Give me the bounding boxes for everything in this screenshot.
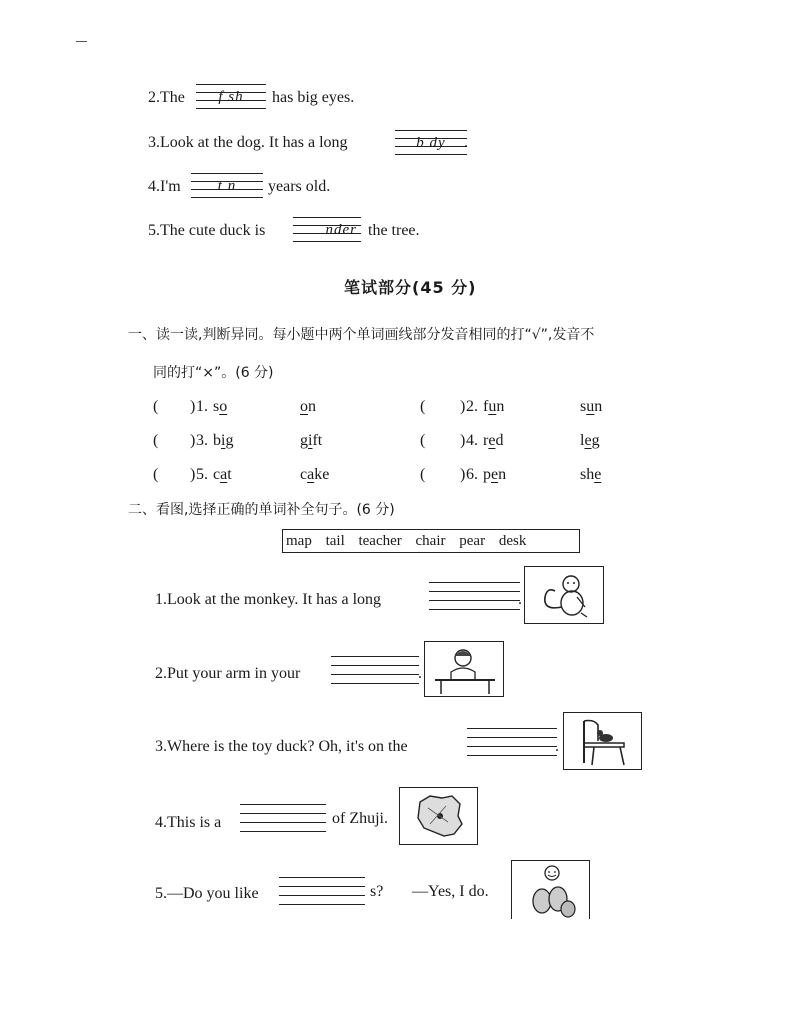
item-number: 1. <box>155 591 167 608</box>
section-1-instruction: 一、读一读,判断异同。每小题中两个单词画线部分发音相同的打“√”,发音不 <box>128 327 595 343</box>
question-number: 3. <box>196 432 208 449</box>
underlined-letters: u <box>488 398 497 415</box>
second-word <box>300 432 322 450</box>
answer-paren-open[interactable]: ( <box>420 398 426 415</box>
underlined-letters: e <box>491 466 499 483</box>
underlined-letters: e <box>594 466 602 483</box>
item-number: 3. <box>155 738 167 755</box>
item-number: 4. <box>155 814 167 831</box>
sentence-start: Look at the dog. It has a long <box>160 134 348 151</box>
word-bank: map tail teacher chair pear desk <box>282 529 580 553</box>
sentence-end: the tree. <box>368 222 420 239</box>
word-part: s <box>580 398 587 415</box>
writing-slot[interactable] <box>395 130 467 154</box>
underlined-letters: a <box>220 466 228 483</box>
second-word <box>580 432 600 450</box>
writing-slot[interactable] <box>279 877 365 904</box>
word-part: n <box>308 398 316 415</box>
student-at-desk-icon <box>424 641 504 697</box>
sentence-end: years old. <box>268 178 331 195</box>
word-part: n <box>496 398 505 415</box>
word-part: ft <box>312 432 323 449</box>
slot-letters: nder <box>325 222 357 239</box>
second-word <box>300 466 329 484</box>
monkey-icon <box>524 566 604 624</box>
question-number: 5. <box>196 466 208 483</box>
second-word <box>300 398 316 416</box>
item-number: 2. <box>155 665 167 682</box>
word-part: r <box>483 432 489 449</box>
underlined-letters: a <box>307 466 315 483</box>
sentence-end: s? <box>370 883 384 900</box>
writing-slot[interactable] <box>196 84 266 108</box>
slot-letters: f sh <box>218 89 244 106</box>
first-word <box>213 432 233 450</box>
word-part: s <box>213 398 220 415</box>
answer-paren-close[interactable]: ) <box>190 432 196 449</box>
sentence-end: . <box>464 134 468 151</box>
writing-slot[interactable] <box>293 217 361 241</box>
answer-paren-close[interactable]: ) <box>460 398 466 415</box>
chair-with-duck-icon <box>563 712 642 770</box>
section-2-instruction: 二、看图,选择正确的单词补全句子。(6 分) <box>128 502 395 518</box>
word-part: n <box>498 466 507 483</box>
question-number: 4. <box>466 432 478 449</box>
answer-reply: —Yes, I do. <box>412 883 489 900</box>
smiling-pears-icon <box>511 860 590 919</box>
first-word <box>213 466 232 484</box>
sentence-start: I'm <box>160 178 181 195</box>
sentence-end: of Zhuji. <box>332 810 388 827</box>
item-number: 3. <box>148 134 160 151</box>
item-number: 5. <box>155 885 167 902</box>
first-word <box>213 398 227 416</box>
answer-paren-open[interactable]: ( <box>420 432 426 449</box>
page-top-mark <box>76 41 87 42</box>
underlined-letters: e <box>584 432 592 449</box>
word-part: d <box>495 432 504 449</box>
question-number: 1. <box>196 398 208 415</box>
word-part: ke <box>314 466 330 483</box>
sentence-end: . <box>555 738 559 755</box>
word-part: g <box>225 432 234 449</box>
underlined-letters: i <box>221 432 226 449</box>
section-heading: 笔试部分(45 分) <box>344 278 477 297</box>
sentence-start: The cute duck is <box>160 222 266 239</box>
map-icon <box>399 787 478 845</box>
word-part: t <box>227 466 232 483</box>
item-number: 4. <box>148 178 160 195</box>
question-number: 6. <box>466 466 478 483</box>
answer-paren-open[interactable]: ( <box>153 398 159 415</box>
first-word <box>483 466 506 484</box>
sentence-end: has big eyes. <box>272 89 355 106</box>
first-word <box>483 398 504 416</box>
second-word <box>580 398 602 416</box>
sentence-start: Look at the monkey. It has a long <box>167 591 382 608</box>
word-part: g <box>591 432 600 449</box>
word-part: b <box>213 432 221 449</box>
word-part: n <box>594 398 603 415</box>
writing-slot[interactable] <box>191 173 263 197</box>
writing-slot[interactable] <box>240 804 326 831</box>
sentence-start: This is a <box>167 814 222 831</box>
underlined-letters: o <box>300 398 308 415</box>
sentence-start: Where is the toy duck? Oh, it's on the <box>167 738 408 755</box>
answer-paren-close[interactable]: ) <box>190 398 196 415</box>
writing-slot[interactable] <box>467 728 557 755</box>
underlined-letters: u <box>586 398 595 415</box>
sentence-end: . <box>418 665 422 682</box>
underlined-letters: e <box>488 432 496 449</box>
word-part: f <box>483 398 489 415</box>
answer-paren-open[interactable]: ( <box>420 466 426 483</box>
slot-letters: b dy <box>416 135 446 152</box>
sentence-start: —Do you like <box>167 885 259 902</box>
item-number: 5. <box>148 222 160 239</box>
underlined-letters: o <box>219 398 228 415</box>
word-part: l <box>580 432 585 449</box>
item-number: 2. <box>148 89 160 106</box>
section-1-instruction-cont: 同的打“×”。(6 分) <box>153 365 274 381</box>
first-word <box>483 432 503 450</box>
answer-paren-close[interactable]: ) <box>190 466 196 483</box>
word-part: sh <box>580 466 595 483</box>
answer-paren-close[interactable]: ) <box>460 466 466 483</box>
word-part: p <box>483 466 491 483</box>
answer-paren-open[interactable]: ( <box>153 466 159 483</box>
word-part: c <box>300 466 308 483</box>
sentence-start: Put your arm in your <box>167 665 301 682</box>
slot-letters: t n <box>217 178 237 195</box>
underlined-letters: i <box>308 432 313 449</box>
writing-slot[interactable] <box>331 656 419 683</box>
second-word <box>580 466 601 484</box>
question-number: 2. <box>466 398 478 415</box>
writing-slot[interactable] <box>429 582 520 609</box>
word-part: c <box>213 466 221 483</box>
sentence-end: . <box>518 591 522 608</box>
answer-paren-close[interactable]: ) <box>460 432 466 449</box>
sentence-start: The <box>160 89 185 106</box>
answer-paren-open[interactable]: ( <box>153 432 159 449</box>
word-part: g <box>300 432 308 449</box>
